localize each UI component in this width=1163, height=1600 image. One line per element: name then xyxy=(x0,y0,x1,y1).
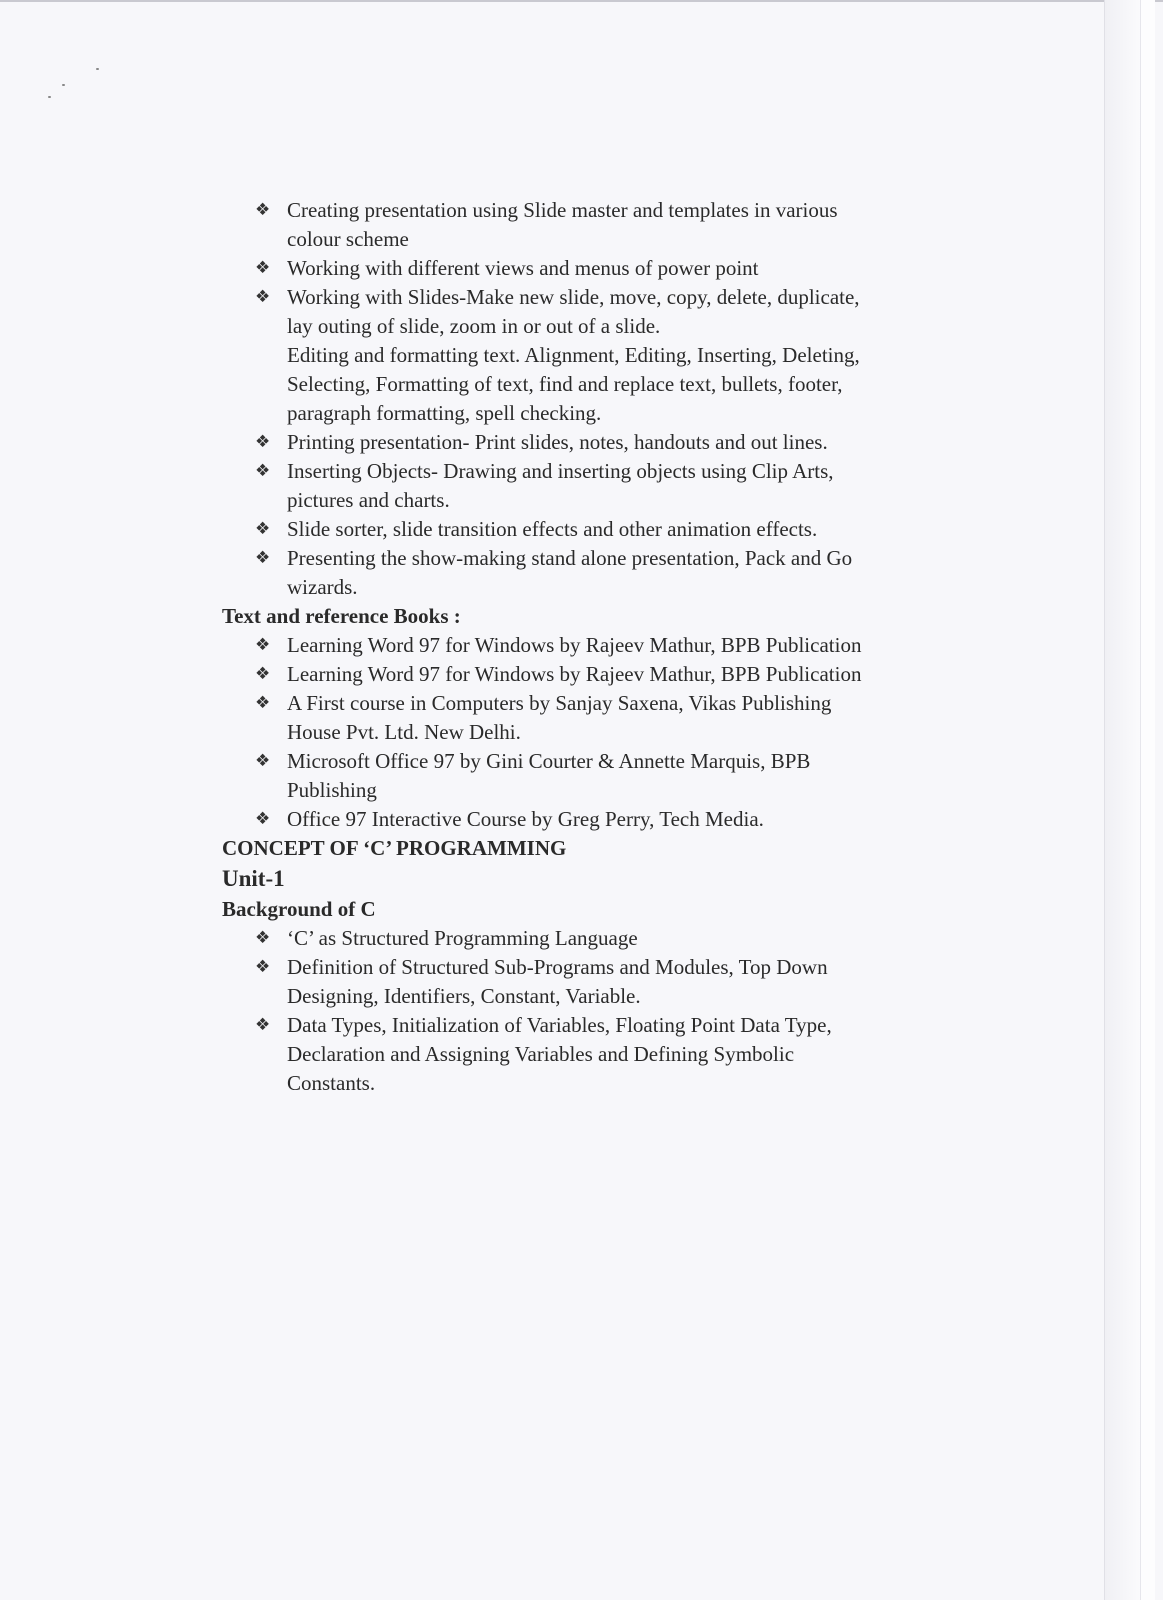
bullet-diamond-icon: ❖ xyxy=(255,287,271,307)
list-item-text: Working with different views and menus of power point xyxy=(287,256,759,280)
list-item-text: Creating presentation using Slide master and templates in various colour scheme xyxy=(287,198,838,251)
list-item xyxy=(222,805,872,834)
list-item-text: Office 97 Interactive Course by Greg Perry, Tech Media. xyxy=(287,807,764,831)
list-item xyxy=(222,953,872,1011)
concept-heading: CONCEPT OF ‘C’ PROGRAMMING xyxy=(222,836,567,860)
bullet-diamond-icon: ❖ xyxy=(255,664,271,684)
list-item xyxy=(222,196,872,254)
bullet-diamond-icon: ❖ xyxy=(255,519,271,539)
scan-speck xyxy=(96,68,99,70)
list-item xyxy=(222,631,872,660)
list-item-text: A First course in Computers by Sanjay Saxena, Vikas Publishing House Pvt. Ltd. New Delhi. xyxy=(287,691,832,744)
bullet-diamond-icon: ❖ xyxy=(255,258,271,278)
bullet-diamond-icon: ❖ xyxy=(255,635,271,655)
powerpoint-topics-list xyxy=(222,196,872,602)
list-item-text: ‘C’ as Structured Programming Language xyxy=(287,926,638,950)
list-item-text: Microsoft Office 97 by Gini Courter & Annette Marquis, BPB Publishing xyxy=(287,749,811,802)
list-item xyxy=(222,747,872,805)
list-item-text: Presenting the show-making stand alone presentation, Pack and Go wizards. xyxy=(287,546,853,599)
list-item-text: Definition of Structured Sub-Programs and Modules, Top Down Designing, Identifiers, Constant, Variable. xyxy=(287,955,828,1008)
list-item xyxy=(222,515,872,544)
list-item-text: Inserting Objects- Drawing and inserting objects using Clip Arts, pictures and charts. xyxy=(287,459,834,512)
bullet-diamond-icon: ❖ xyxy=(255,461,271,481)
bullet-diamond-icon: ❖ xyxy=(255,928,271,948)
references-heading: Text and reference Books : xyxy=(222,604,461,628)
list-item xyxy=(222,428,872,457)
bullet-diamond-icon: ❖ xyxy=(255,200,271,220)
c-topics-list xyxy=(222,924,872,1098)
list-item xyxy=(222,283,872,428)
bullet-diamond-icon: ❖ xyxy=(255,693,271,713)
scan-speck xyxy=(48,96,51,98)
list-item-text: Learning Word 97 for Windows by Rajeev Mathur, BPB Publication xyxy=(287,633,862,657)
list-item xyxy=(222,254,872,283)
bullet-diamond-icon: ❖ xyxy=(255,548,271,568)
bullet-diamond-icon: ❖ xyxy=(255,751,271,771)
list-item-text: Data Types, Initialization of Variables, Floating Point Data Type, Declaration and Assigning Variables and Defining Symbolic Constants. xyxy=(287,1013,832,1095)
list-item xyxy=(222,457,872,515)
list-item xyxy=(222,924,872,953)
scan-speck xyxy=(62,84,65,86)
page-edge-shadow xyxy=(1104,0,1141,1600)
unit-title: Unit-1 xyxy=(222,866,285,891)
references-list xyxy=(222,631,872,834)
scan-top-border xyxy=(0,0,1163,2)
syllabus-content xyxy=(222,196,872,1098)
list-item-text: Printing presentation- Print slides, notes, handouts and out lines. xyxy=(287,430,828,454)
list-item xyxy=(222,544,872,602)
list-item-continuation: Editing and formatting text. Alignment, Editing, Inserting, Deleting, Selecting, Formatting of text, find and replace text, bullets, footer, paragraph formatting, spell checking. xyxy=(287,343,860,425)
bullet-diamond-icon: ❖ xyxy=(255,432,271,452)
list-item-text: Slide sorter, slide transition effects and other animation effects. xyxy=(287,517,818,541)
list-item xyxy=(222,689,872,747)
bullet-diamond-icon: ❖ xyxy=(255,809,271,829)
bullet-diamond-icon: ❖ xyxy=(255,957,271,977)
list-item-text: Learning Word 97 for Windows by Rajeev Mathur, BPB Publication xyxy=(287,662,862,686)
list-item-text: Working with Slides-Make new slide, move, copy, delete, duplicate, lay outing of slide, zoom in or out of a slide. xyxy=(287,285,860,338)
page-edge-sheet xyxy=(1140,0,1155,1600)
bullet-diamond-icon: ❖ xyxy=(255,1015,271,1035)
list-item xyxy=(222,660,872,689)
list-item xyxy=(222,1011,872,1098)
background-subheading: Background of C xyxy=(222,897,376,921)
